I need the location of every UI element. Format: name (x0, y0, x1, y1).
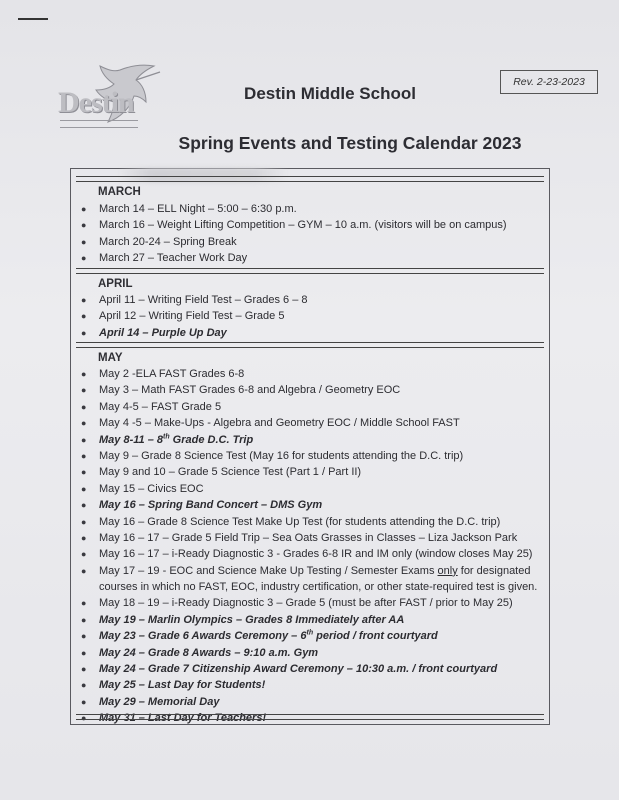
may-list (80, 366, 540, 727)
section-rule (76, 714, 544, 720)
list-item: ● May 16 – 17 – i-Ready Diagnostic 3 - Grades 6-8 IR and IM only (window closes May 25) (80, 546, 540, 562)
bullet-icon: ● (81, 434, 87, 445)
bullet-icon: ● (81, 369, 87, 379)
revision-box: Rev. 2-23-2023 (500, 70, 598, 94)
bullet-icon: ● (81, 295, 87, 305)
march-list (80, 201, 540, 267)
bullet-icon: ● (81, 311, 87, 322)
list-item: ● May 24 – Grade 7 Citizenship Award Ceremony – 10:30 a.m. / front courtyard (80, 661, 540, 677)
bullet-icon: ● (81, 220, 87, 231)
list-item: ● March 16 – Weight Lifting Competition – GYM – 10 a.m. (visitors will be on campus) (80, 217, 540, 233)
list-item: ● May 23 – Grade 6 Awards Ceremony – 6th period / front courtyard (80, 628, 540, 644)
list-item: ● April 12 – Writing Field Test – Grade 5 (80, 308, 540, 324)
list-item: ● May 2 -ELA FAST Grades 6-8 (80, 366, 540, 382)
bullet-icon: ● (81, 664, 87, 675)
list-item: ● May 16 – Grade 8 Science Test Make Up Test (for students attending the D.C. trip) (80, 514, 540, 530)
list-item: ● May 8-11 – 8th Grade D.C. Trip (80, 432, 540, 448)
school-name: Destin Middle School (244, 84, 416, 103)
list-item: ● April 11 – Writing Field Test – Grades 6 – 8 (80, 292, 540, 308)
list-item: ● May 18 – 19 – i-Ready Diagnostic 3 – Grade 5 (must be after FAST / prior to May 25) (80, 595, 540, 611)
bullet-icon: ● (81, 418, 87, 429)
list-item: ● May 9 – Grade 8 Science Test (May 16 for students attending the D.C. trip) (80, 448, 540, 464)
bullet-icon: ● (81, 450, 87, 461)
list-item: ● March 27 – Teacher Work Day (80, 250, 540, 266)
list-item: ● May 29 – Memorial Day (80, 694, 540, 710)
bullet-icon: ● (81, 467, 87, 478)
list-item: ● May 15 – Civics EOC (80, 481, 540, 497)
section-heading-may: MAY (98, 352, 123, 364)
bullet-icon: ● (81, 647, 87, 658)
list-item: ● May 4 -5 – Make-Ups - Algebra and Geometry EOC / Middle School FAST (80, 415, 540, 431)
bullet-icon: ● (81, 204, 87, 214)
bullet-icon: ● (81, 565, 87, 576)
list-item: ● May 24 – Grade 8 Awards – 9:10 a.m. Gym (80, 645, 540, 661)
section-rule (76, 176, 544, 182)
bullet-icon: ● (81, 549, 87, 560)
bullet-icon: ● (81, 483, 87, 494)
logo-wordmark: Destin (58, 86, 134, 119)
bullet-icon: ● (81, 532, 87, 543)
list-item: ● May 17 – 19 - EOC and Science Make Up Testing / Semester Exams only for designated (80, 563, 540, 579)
list-item: ● May 3 – Math FAST Grades 6-8 and Algebra / Geometry EOC (80, 382, 540, 398)
section-heading-april: APRIL (98, 278, 133, 290)
bullet-icon: ● (81, 327, 87, 338)
bullet-icon: ● (81, 500, 87, 511)
bullet-icon: ● (81, 236, 87, 247)
list-item: ● April 14 – Purple Up Day (80, 325, 540, 341)
bullet-icon: ● (81, 598, 87, 609)
logo-underline (60, 120, 138, 128)
bullet-icon: ● (81, 614, 87, 625)
bullet-icon: ● (81, 680, 87, 691)
list-item: ● May 19 – Marlin Olympics – Grades 8 Immediately after AA (80, 612, 540, 628)
list-item: ● May 16 – Spring Band Concert – DMS Gym (80, 497, 540, 513)
list-item: ● March 14 – ELL Night – 5:00 – 6:30 p.m. (80, 201, 540, 217)
list-item: ● May 31 – Last Day for Teachers! (80, 710, 540, 726)
bullet-icon: ● (81, 401, 87, 412)
list-item: ● May 4-5 – FAST Grade 5 (80, 399, 540, 415)
list-item: ● May 25 – Last Day for Students! (80, 677, 540, 693)
bullet-icon: ● (81, 516, 87, 527)
list-item: ● March 20-24 – Spring Break (80, 234, 540, 250)
list-item: ● May 9 and 10 – Grade 5 Science Test (Part 1 / Part II) (80, 464, 540, 480)
bullet-icon: ● (81, 253, 87, 264)
list-item: ● May 16 – 17 – Grade 5 Field Trip – Sea Oats Grasses in Classes – Liza Jackson Park (80, 530, 540, 546)
section-rule (76, 268, 544, 274)
section-rule (76, 342, 544, 348)
bullet-icon: ● (81, 385, 87, 396)
bullet-icon: ● (81, 713, 87, 724)
corner-mark (18, 18, 48, 20)
bullet-icon: ● (81, 696, 87, 707)
april-list (80, 292, 540, 341)
document-title: Spring Events and Testing Calendar 2023 (178, 133, 522, 153)
list-item-continuation: courses in which no FAST, EOC, industry certification, or other state-required test is given. (99, 581, 538, 594)
section-heading-march: MARCH (98, 186, 141, 198)
bullet-icon: ● (81, 631, 87, 642)
